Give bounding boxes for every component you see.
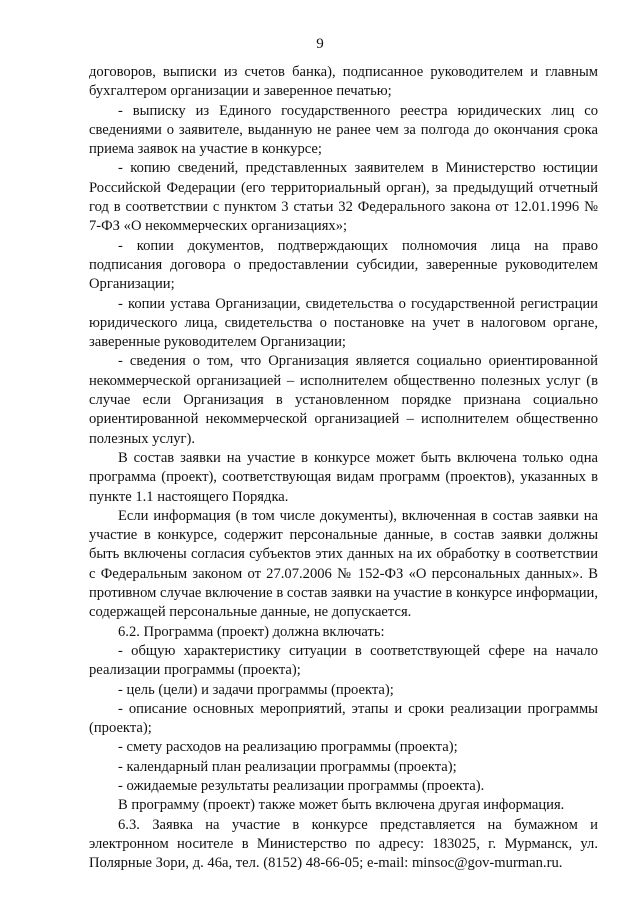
list-item-budget: - смету расходов на реализацию программы (проекта); xyxy=(118,739,458,756)
list-item-goals: - цель (цели) и задачи программы (проекта); xyxy=(118,681,394,698)
paragraph-single-program: В состав заявки на участие в конкурсе может быть включена только одна программа (проект), соответствующая видам программ (проектов), указанных в пункте 1.1 настоящего Порядка. xyxy=(89,449,598,505)
section-6-3-paragraph: 6.3. Заявка на участие в конкурсе представляется на бумажном и электронном носителе в Министерство по адресу: 183025, г. Мурманск, ул. Полярные Зори, д. 46а, тел. (8152) 48-66-05; e-mail: minsoc@gov-murman.ru. xyxy=(89,816,598,872)
paragraph-continuation: договоров, выписки из счетов банка), подписанное руководителем и главным бухгалтером организации и заверенное печатью; xyxy=(89,64,598,100)
list-item-registry-extract: - выписку из Единого государственного реестра юридических лиц со сведениями о заявителе, выданную не ранее чем за полгода до окончания срока приема заявок на участие в конкурсе; xyxy=(89,102,598,158)
list-item-activities: - описание основных мероприятий, этапы и сроки реализации программы (проекта); xyxy=(89,700,598,737)
paragraph-personal-data: Если информация (в том числе документы), включенная в состав заявки на участие в конкурсе, содержит персональные данные, в состав заявки должны быть включены согласия субъектов этих данных на их обработку в соответствии с Федеральным законом от 27.07.2006 № 152-ФЗ «О персональных данных». В противном случае включение в состав заявки на участие в конкурсе информации, содержащей персональные данные, не допускается. xyxy=(89,507,598,621)
list-item-results: - ожидаемые результаты реализации программы (проекта). xyxy=(118,777,485,794)
list-item-ministry-report: - копию сведений, представленных заявителем в Министерство юстиции Российской Федерации (его территориальный орган), за предыдущий отчетный год в соответствии с пунктом 3 статьи 32 Федерального закона от 12.01.1996 № 7-ФЗ «О некоммерческих организациях»; xyxy=(89,160,598,235)
page-number: 9 xyxy=(316,36,324,52)
list-item-calendar: - календарный план реализации программы (проекта); xyxy=(118,758,457,775)
paragraph-other-info: В программу (проект) также может быть включена другая информация. xyxy=(118,797,565,814)
section-6-2-heading: 6.2. Программа (проект) должна включать: xyxy=(118,623,385,640)
document-body xyxy=(89,63,598,873)
list-item-status-info: - сведения о том, что Организация является социально ориентированной некоммерческой организацией – исполнителем общественно полезных услуг (в случае если Организация в установленном порядке признана социально ориентированной некоммерческой организацией – исполнителем общественно полезных услуг). xyxy=(89,353,598,447)
list-item-situation: - общую характеристику ситуации в соответствующей сфере на начало реализации программы (проекта); xyxy=(89,642,598,679)
list-item-authority-documents: - копии документов, подтверждающих полномочия лица на право подписания договора о предоставлении субсидии, заверенные руководителем Организации; xyxy=(89,237,598,293)
list-item-charter-copies: - копии устава Организации, свидетельства о государственной регистрации юридического лица, свидетельства о постановке на учет в налоговом органе, заверенные руководителем Организации; xyxy=(89,295,598,351)
